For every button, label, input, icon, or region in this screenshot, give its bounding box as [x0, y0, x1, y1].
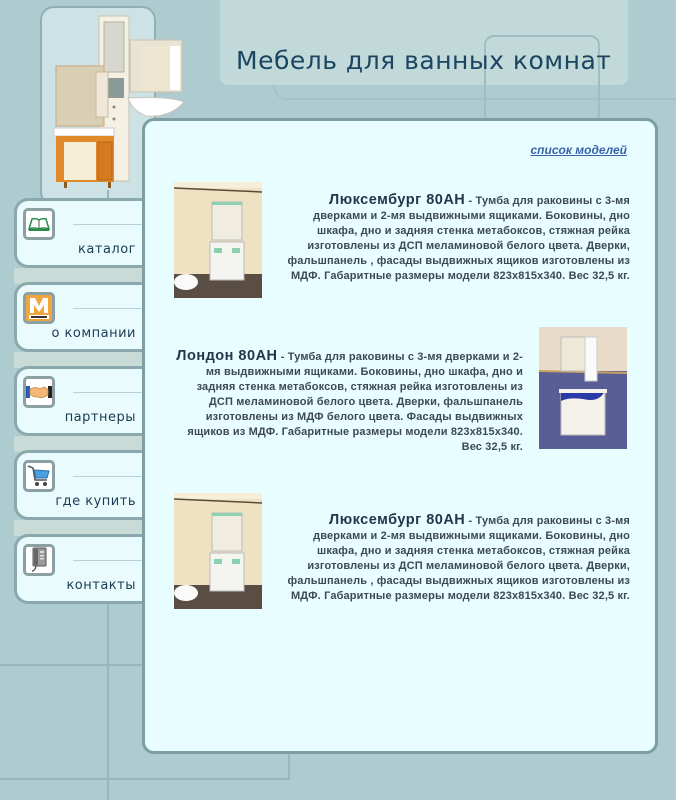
nav-item-about[interactable]	[14, 282, 144, 352]
product-image[interactable]	[539, 327, 627, 443]
product-image[interactable]	[174, 182, 262, 298]
handshake-icon	[23, 376, 55, 408]
content-panel	[142, 118, 658, 754]
nav-item-contacts[interactable]	[14, 534, 144, 604]
shopping-cart-icon	[23, 460, 55, 492]
product-description: Люксембург 80АН - Тумба для раковины с 3-мя дверками и 2-мя выдвижными ящиками. Боковины, дно шкафа, дно и задняя стенка метабоксов, стяжная рейка изготовлены из ДСП меламиновой белого цвета. Дверки, фальшпанель , фасады выдвижных ящиков изготовлены из МДФ. Габаритные размеры модели 823x815x340. Вес 32,5 кг.	[287, 512, 630, 602]
nav-label: где купить	[55, 494, 136, 509]
bg-gridline	[0, 664, 142, 666]
nav-label: каталог	[78, 242, 136, 257]
nav-label: о компании	[51, 326, 136, 341]
phone-icon	[23, 544, 55, 576]
product-image[interactable]	[174, 493, 262, 609]
nav-label: контакты	[66, 578, 136, 593]
company-logo-icon	[23, 292, 55, 324]
product-name[interactable]: Люксембург 80АН	[329, 512, 466, 528]
site-title: Мебель для ванных комнат	[236, 46, 612, 75]
product-name[interactable]: Лондон 80АН	[176, 348, 278, 364]
model-list-link[interactable]: список моделей	[530, 143, 627, 157]
nav-label: партнеры	[64, 410, 136, 425]
nav-item-where-to-buy[interactable]	[14, 450, 144, 520]
bg-gridline	[0, 778, 290, 780]
bg-gridline	[288, 754, 290, 780]
book-icon	[23, 208, 55, 240]
product-description: Лондон 80АН - Тумба для раковины с 3-мя дверками и 2-мя выдвижными ящиками. Боковины, дно шкафа, дно и задняя стенка метабоксов, стяжная рейка изготовлены из ДСП меламиновой белого цвета. Дверки, фальшпанель изготовлены из МДФ белого цвета. Фасады выдвижных ящиков из МДФ. Габаритные размеры модели 823x815x340. Вес 32,5 кг.	[176, 348, 523, 453]
nav-item-catalog[interactable]	[14, 198, 144, 268]
product-name[interactable]: Люксембург 80АН	[329, 192, 466, 208]
product-description: Люксембург 80АН - Тумба для раковины с 3-мя дверками и 2-мя выдвижными ящиками. Боковины, дно шкафа, дно и задняя стенка метабоксов, стяжная рейка изготовлены из ДСП меламиновой белого цвета. Дверки, фальшпанель , фасады выдвижных ящиков изготовлены из МДФ. Габаритные размеры модели 823x815x340. Вес 32,5 кг.	[287, 192, 630, 282]
nav-item-partners[interactable]	[14, 366, 144, 436]
